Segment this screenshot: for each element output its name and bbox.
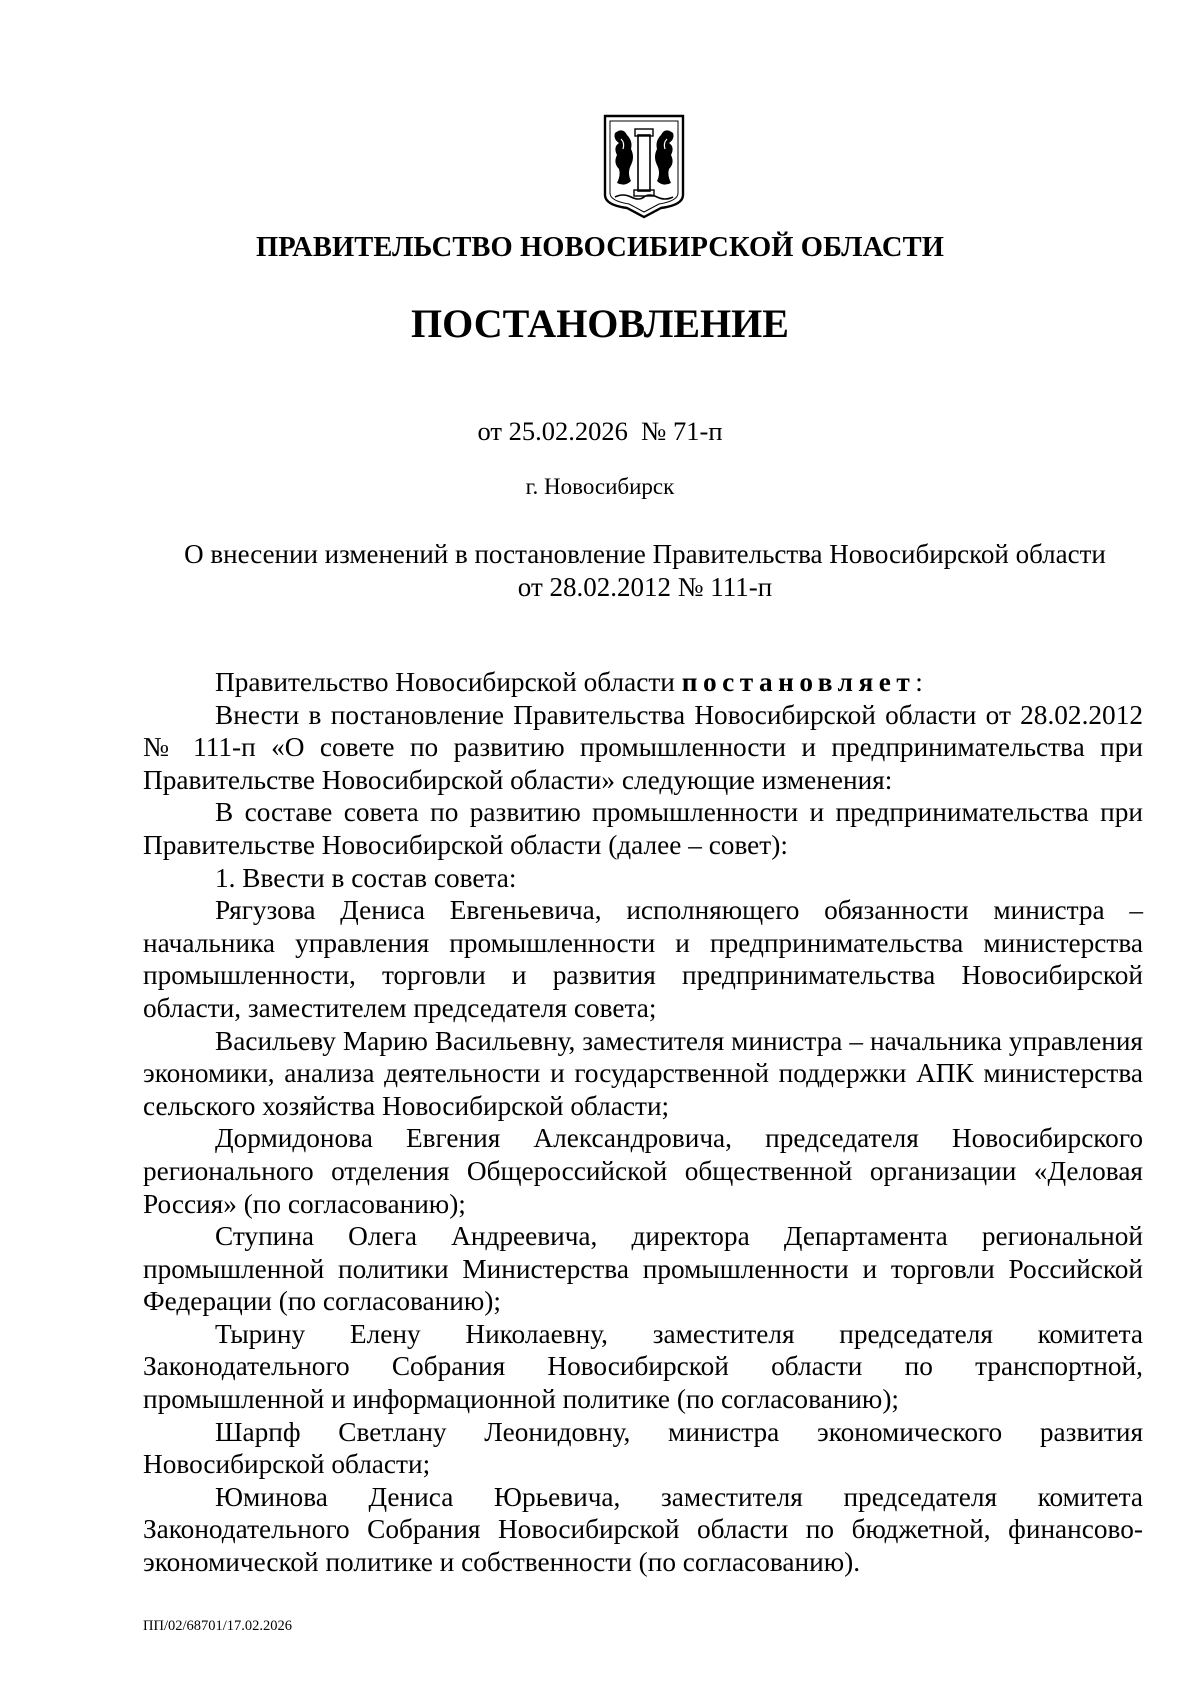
document-body xyxy=(143,666,1143,1579)
body-paragraph: 1. Ввести в состав совета: xyxy=(215,862,517,893)
body-paragraph: Шарпф Светлану Леонидовну, министра экономического развития Новосибирской области; xyxy=(143,1416,1143,1480)
document-subject xyxy=(140,538,1150,604)
subject-line-2: от 28.02.2012 № 111-п xyxy=(517,572,773,602)
coat-of-arms-icon xyxy=(601,113,687,219)
body-paragraph: Юминова Дениса Юрьевича, заместителя председателя комитета Законодательного Собрания Новосибирской области по бюджетной, финансово-экономической политике и собственности (по согласованию). xyxy=(143,1481,1143,1578)
body-paragraph: Рягузова Дениса Евгеньевича, исполняющего обязанности министра – начальника управления промышленности и предпринимательства министерства промышленности, торговли и развития предпринимательства Новосибирской области, заместителем председателя совета; xyxy=(143,895,1143,1023)
organization-name: ПРАВИТЕЛЬСТВО НОВОСИБИРСКОЙ ОБЛАСТИ xyxy=(256,232,944,263)
body-paragraph: Тырину Елену Николаевну, заместителя председателя комитета Законодательного Собрания Новосибирской области по транспортной, промышленной и информационной политике (по согласованию); xyxy=(143,1318,1143,1415)
resolves-paragraph xyxy=(143,666,1143,699)
body-paragraph: Ступина Олега Андреевича, директора Департамента региональной промышленной политики Министерства промышленности и торговли Российской Федерации (по согласованию); xyxy=(143,1221,1143,1317)
document-city: г. Новосибирск xyxy=(525,474,675,499)
body-paragraph: Дормидонова Евгения Александровича, председателя Новосибирского регионального отделения Общероссийской общественной организации «Деловая Россия» (по согласованию); xyxy=(143,1123,1143,1219)
resolves-prefix: Правительство Новосибирской области xyxy=(215,667,682,697)
footer-document-code: ПП/02/68701/17.02.2026 xyxy=(143,1618,293,1634)
resolves-suffix: : xyxy=(915,667,923,697)
document-date-number: от 25.02.2026 № 71-п xyxy=(477,416,723,446)
body-paragraph: Внести в постановление Правительства Новосибирской области от 28.02.2012 № 111-п «О совете по развитию промышленности и предпринимательства при Правительстве Новосибирской области» следующие изменения: xyxy=(143,699,1143,795)
resolves-word: постановляет xyxy=(681,667,916,697)
document-type: ПОСТАНОВЛЕНИЕ xyxy=(411,301,789,346)
subject-line-1: О внесении изменений в постановление Правительства Новосибирской области xyxy=(184,539,1106,569)
body-paragraph: Васильеву Марию Васильевну, заместителя министра – начальника управления экономики, анализа деятельности и государственной поддержки АПК министерства сельского хозяйства Новосибирской области; xyxy=(143,1025,1143,1121)
body-paragraph: В составе совета по развитию промышленности и предпринимательства при Правительстве Новосибирской области (далее – совет): xyxy=(143,797,1143,860)
